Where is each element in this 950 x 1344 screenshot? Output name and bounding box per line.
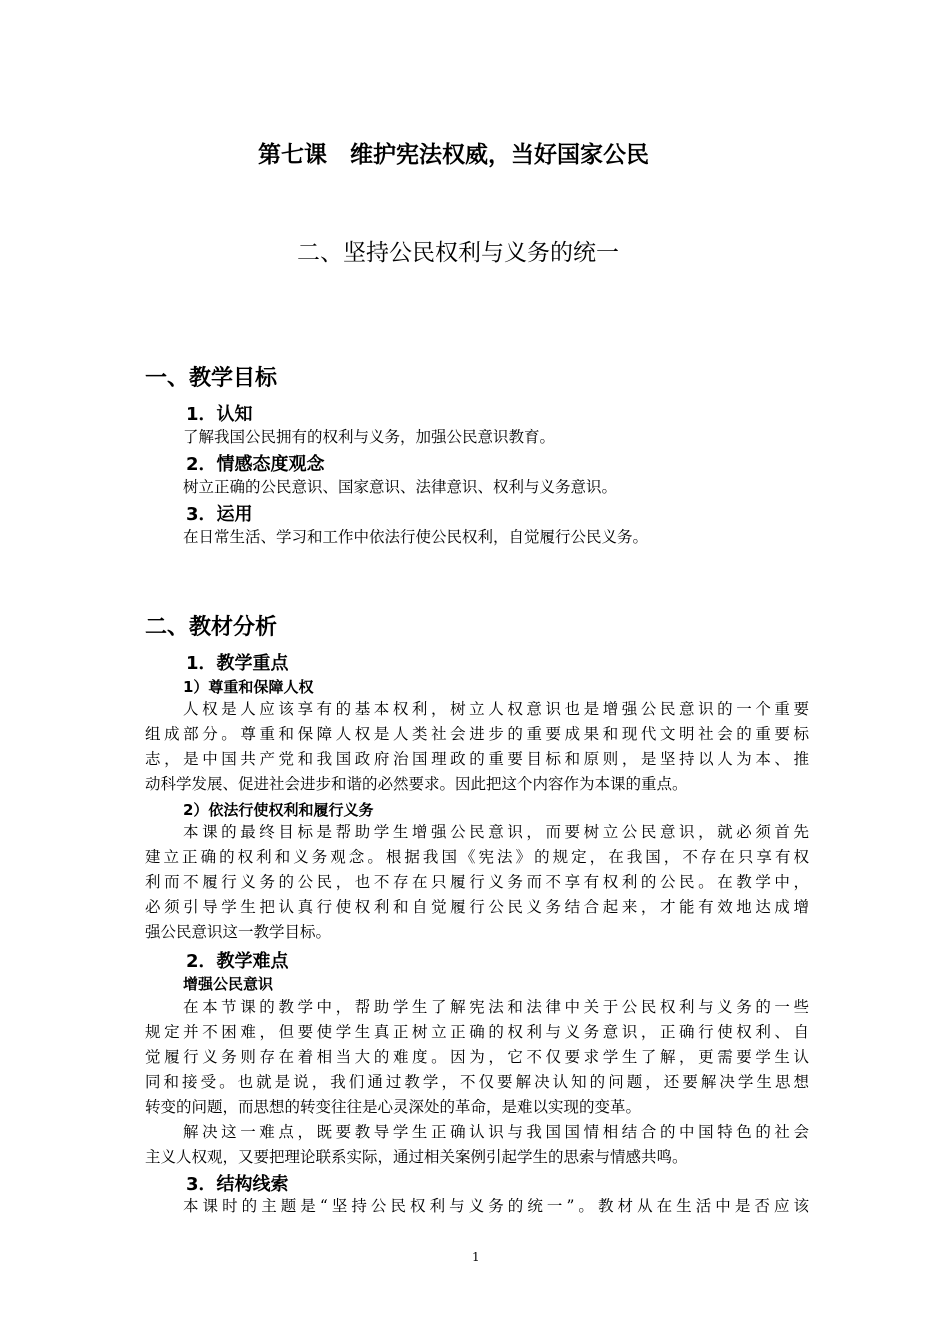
subheading-key-points: 1．教学重点 xyxy=(186,653,289,674)
page-number: 1 xyxy=(472,1250,480,1264)
text-line: 本课时的主题是“坚持公民权利与义务的统一”。教材从在生活中是否应该 xyxy=(183,1197,809,1215)
paragraph-rights-duties xyxy=(145,820,809,945)
paragraph-application: 在日常生活、学习和工作中依法行使公民权利，自觉履行公民义务。 xyxy=(183,528,649,546)
subheading-cognition: 1．认知 xyxy=(186,404,253,425)
text-line: 规定并不困难，但要使学生真正树立正确的权利与义务意识，正确行使权利、自 xyxy=(145,1023,809,1042)
subheading-attitude: 2．情感态度观念 xyxy=(186,454,325,475)
subheading-difficulty: 2．教学难点 xyxy=(186,951,289,972)
page-title: 第七课 维护宪法权威，当好国家公民 xyxy=(258,142,649,168)
section-heading-material-analysis: 二、教材分析 xyxy=(145,615,278,640)
subheading-rights-duties: 2）依法行使权利和履行义务 xyxy=(183,801,374,819)
text-line: 强公民意识这一教学目标。 xyxy=(145,923,332,942)
subheading-civic-awareness: 增强公民意识 xyxy=(183,975,274,993)
subheading-application: 3．运用 xyxy=(186,504,253,525)
page-subtitle: 二、坚持公民权利与义务的统一 xyxy=(297,240,619,266)
paragraph-structure xyxy=(145,1194,809,1219)
text-line: 利而不履行义务的公民，也不存在只履行义务而不享有权利的公民。在教学中， xyxy=(145,873,809,892)
text-line: 动科学发展、促进社会进步和谐的必然要求。因此把这个内容作为本课的重点。 xyxy=(145,775,688,794)
text-line: 解决这一难点，既要教导学生正确认识与我国国情相结合的中国特色的社会 xyxy=(183,1123,809,1141)
paragraph-human-rights xyxy=(145,697,809,797)
subheading-human-rights: 1）尊重和保障人权 xyxy=(183,678,314,696)
text-line: 同和接受。也就是说，我们通过教学，不仅要解决认知的问题，还要解决学生思想 xyxy=(145,1073,809,1092)
subheading-structure: 3．结构线索 xyxy=(186,1174,289,1195)
text-line: 觉履行义务则存在着相当大的难度。因为，它不仅要求学生了解，更需要学生认 xyxy=(145,1048,809,1067)
paragraph-difficulty-2 xyxy=(145,1120,809,1170)
text-line: 在本节课的教学中，帮助学生了解宪法和法律中关于公民权利与义务的一些 xyxy=(183,998,809,1016)
paragraph-attitude: 树立正确的公民意识、国家意识、法律意识、权利与义务意识。 xyxy=(183,478,618,496)
text-line: 建立正确的权利和义务观念。根据我国《宪法》的规定，在我国，不存在只享有权 xyxy=(145,848,809,867)
text-line: 志，是中国共产党和我国政府治国理政的重要目标和原则，是坚持以人为本、推 xyxy=(145,750,809,769)
paragraph-difficulty-1 xyxy=(145,995,809,1120)
text-line: 转变的问题，而思想的转变往往是心灵深处的革命，是难以实现的变革。 xyxy=(145,1098,642,1117)
text-line: 本课的最终目标是帮助学生增强公民意识，而要树立公民意识，就必须首先 xyxy=(183,823,809,841)
text-line: 主义人权观，又要把理论联系实际，通过相关案例引起学生的思索与情感共鸣。 xyxy=(145,1148,688,1167)
text-line: 必须引导学生把认真行使权利和自觉履行公民义务结合起来，才能有效地达成增 xyxy=(145,898,809,917)
text-line: 人权是人应该享有的基本权利，树立人权意识也是增强公民意识的一个重要 xyxy=(183,700,809,718)
text-line: 组成部分。尊重和保障人权是人类社会进步的重要成果和现代文明社会的重要标 xyxy=(145,725,809,744)
paragraph-cognition: 了解我国公民拥有的权利与义务，加强公民意识教育。 xyxy=(183,428,556,446)
section-heading-teaching-goals: 一、教学目标 xyxy=(145,366,278,391)
